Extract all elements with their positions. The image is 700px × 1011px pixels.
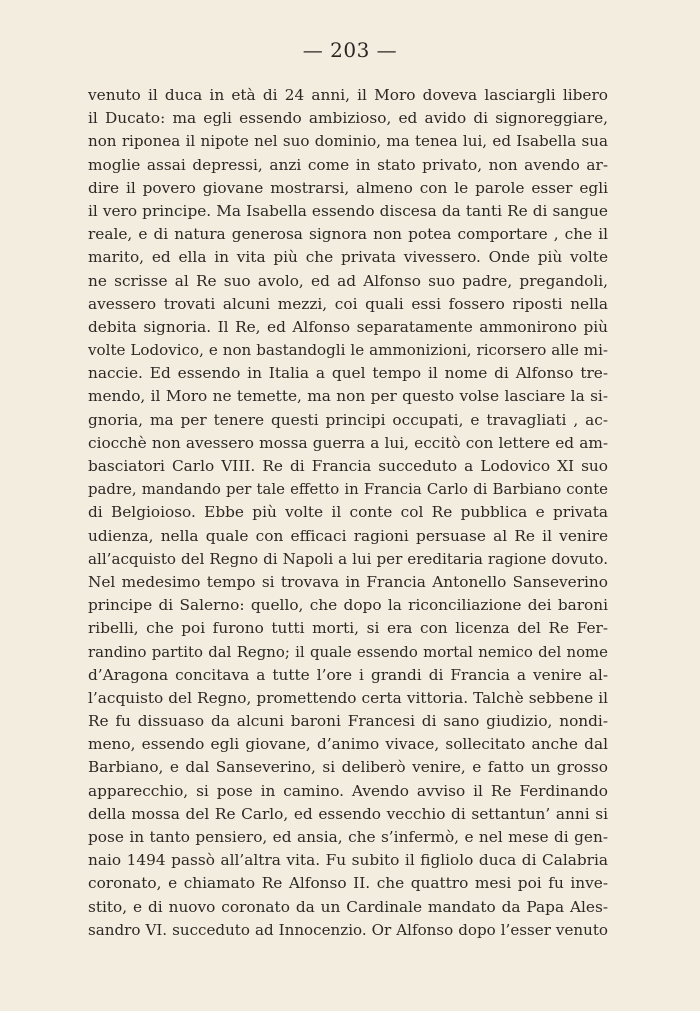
text-line: Barbiano, e dal Sanseverino, si deliberò venire, e fatto un grosso [88, 758, 608, 777]
text-line: d’Aragona concitava a tutte l’ore i grandi di Francia a venire al- [88, 665, 608, 684]
text-line: ribelli, che poi furono tutti morti, si era con licenza del Re Fer- [88, 619, 608, 638]
text-line: naccie. Ed essendo in Italia a quel tempo il nome di Alfonso tre- [88, 364, 608, 383]
text-line: all’acquisto del Regno di Napoli a lui per ereditaria ragione dovuto. [88, 549, 608, 568]
text-line: moglie assai depressi, anzi come in stato privato, non avendo ar- [88, 155, 608, 174]
text-line: Nel medesimo tempo si trovava in Francia Antonello Sanseverino [88, 572, 608, 591]
text-line: dire il povero giovane mostrarsi, almeno con le parole esser egli [88, 178, 608, 197]
text-line: meno, essendo egli giovane, d’animo vivace, sollecitato anche dal [88, 735, 608, 754]
text-line: l’acquisto del Regno, promettendo certa vittoria. Talchè sebbene il [88, 688, 608, 707]
text-line: debita signoria. Il Re, ed Alfonso separatamente ammonirono più [88, 317, 608, 336]
body-text [88, 84, 608, 942]
text-line: avessero trovati alcuni mezzi, coi quali essi fossero riposti nella [88, 294, 608, 313]
text-line: udienza, nella quale con efficaci ragioni persuase al Re il venire [88, 526, 608, 545]
text-line: padre, mandando per tale effetto in Francia Carlo di Barbiano conte [88, 480, 608, 499]
text-line: non riponea il nipote nel suo dominio, ma tenea lui, ed Isabella sua [88, 132, 608, 151]
text-line: stito, e di nuovo coronato da un Cardinale mandato da Papa Ales- [88, 897, 608, 916]
text-line: pose in tanto pensiero, ed ansia, che s’infermò, e nel mese di gen- [88, 828, 608, 846]
text-line: gnoria, ma per tenere questi principi occupati, e travagliati , ac- [88, 410, 608, 429]
text-line: principe di Salerno: quello, che dopo la riconciliazione dei baroni [88, 596, 608, 615]
text-line: Re fu dissuaso da alcuni baroni Francesi di sano giudizio, nondi- [88, 712, 608, 731]
text-line: naio 1494 passò all’altra vita. Fu subito il figliolo duca di Calabria [88, 851, 608, 870]
text-line: reale, e di natura generosa signora non potea comportare , che il [88, 225, 608, 244]
text-line: basciatori Carlo VIII. Re di Francia succeduto a Lodovico XI suo [88, 457, 608, 475]
text-line: il Ducato: ma egli essendo ambizioso, ed avido di signoreggiare, [88, 109, 608, 128]
text-line: coronato, e chiamato Re Alfonso II. che quattro mesi poi fu inve- [88, 874, 608, 893]
text-line: randino partito dal Regno; il quale essendo mortal nemico del nome [88, 642, 608, 661]
text-line: sandro VI. succeduto ad Innocenzio. Or Alfonso dopo l’esser venuto [88, 920, 608, 939]
page-number: — 203 — [302, 38, 398, 62]
text-line: mendo, il Moro ne temette, ma non per questo volse lasciare la si- [88, 387, 608, 406]
text-line: venuto il duca in età di 24 anni, il Moro doveva lasciargli libero [88, 86, 608, 104]
text-line: volte Lodovico, e non bastandogli le ammonizioni, ricorsero alle mi- [88, 341, 608, 360]
text-line: ne scrisse al Re suo avolo, ed ad Alfonso suo padre, pregandoli, [88, 271, 608, 290]
text-line: della mossa del Re Carlo, ed essendo vecchio di settantun’ anni si [88, 804, 608, 823]
text-line: ciocchè non avessero mossa guerra a lui, eccitò con lettere ed am- [88, 433, 608, 452]
text-line: marito, ed ella in vita più che privata vivessero. Onde più volte [88, 248, 608, 267]
text-line: il vero principe. Ma Isabella essendo discesa da tanti Re di sangue [88, 201, 608, 220]
text-line: di Belgioioso. Ebbe più volte il conte col Re pubblica e privata [88, 503, 608, 522]
text-line: apparecchio, si pose in camino. Avendo avviso il Re Ferdinando [88, 781, 608, 800]
